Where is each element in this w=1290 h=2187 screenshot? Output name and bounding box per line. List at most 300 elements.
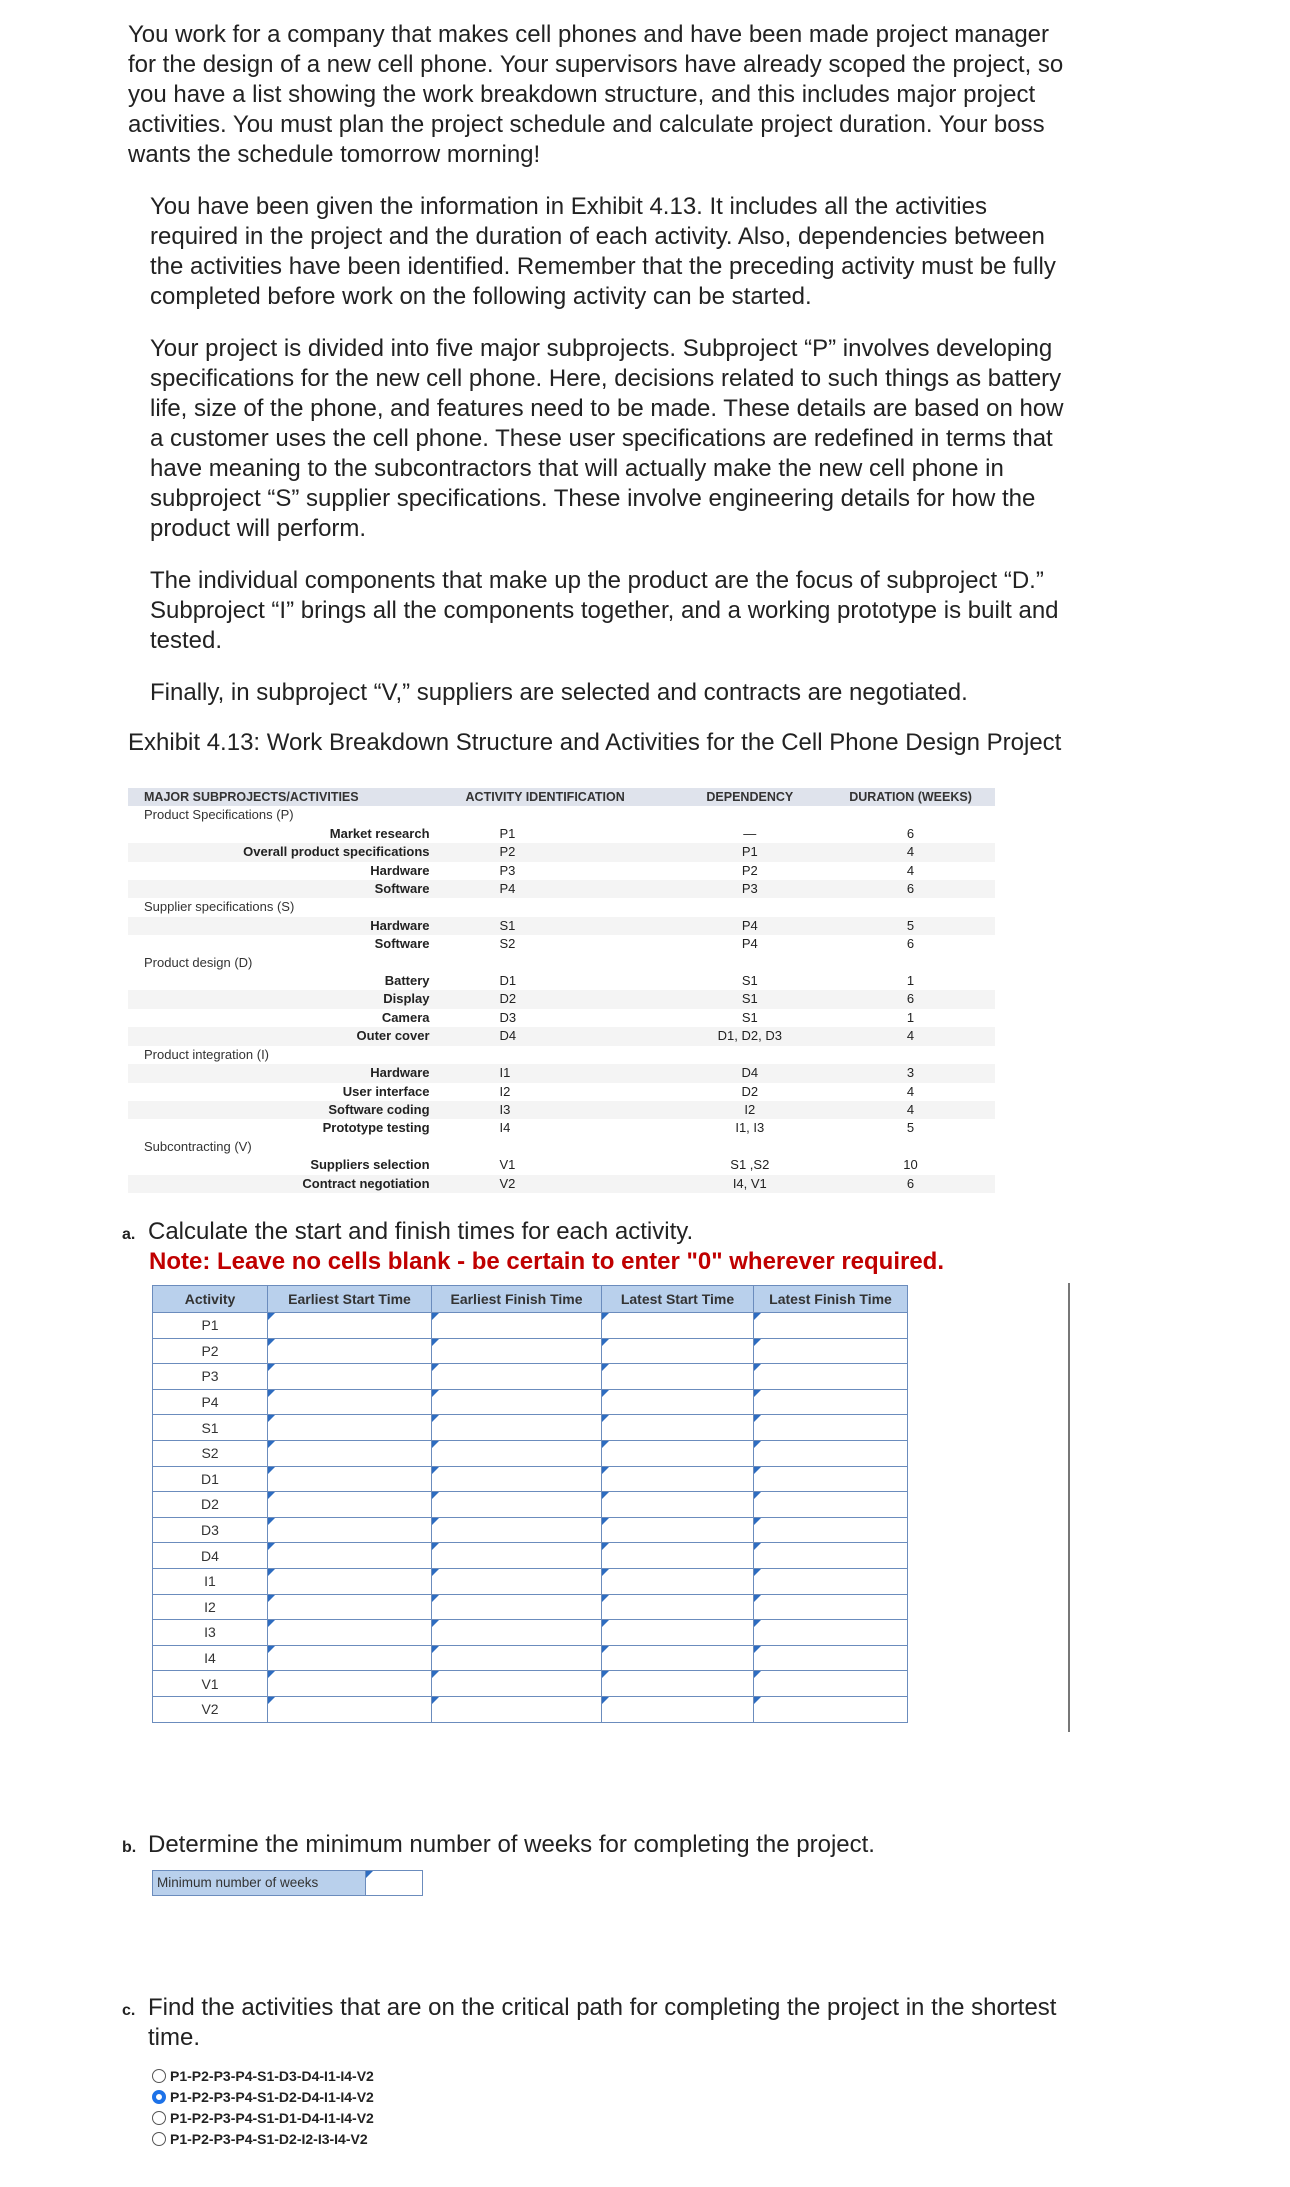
- earliest-start-input[interactable]: [268, 1339, 431, 1364]
- earliest-start-input[interactable]: [268, 1467, 431, 1492]
- schedule-row: [153, 1620, 908, 1646]
- schedule-row: [153, 1594, 908, 1620]
- wbs-dependency: —: [743, 825, 757, 841]
- critical-path-options: [152, 2065, 374, 2149]
- wbs-activity-id: P3: [499, 862, 516, 878]
- schedule-cell: [432, 1543, 602, 1569]
- schedule-header-row: [153, 1286, 908, 1313]
- wbs-group-name: Subcontracting (V): [128, 1138, 995, 1156]
- schedule-cell: [432, 1364, 602, 1390]
- intro-line: wants the schedule tomorrow morning!: [128, 141, 541, 168]
- minimum-weeks-input[interactable]: [366, 1871, 422, 1895]
- schedule-cell: [602, 1620, 754, 1646]
- schedule-activity: P1: [153, 1313, 268, 1339]
- schedule-cell: [754, 1594, 908, 1620]
- wbs-activity-id: D2: [446, 990, 674, 1008]
- option-label: P1-P2-P3-P4-S1-D1-D4-I1-I4-V2: [170, 2109, 374, 2126]
- schedule-cell: [432, 1620, 602, 1646]
- schedule-activity: V2: [153, 1696, 268, 1722]
- schedule-row: [153, 1645, 908, 1671]
- wbs-dependency: P1: [674, 843, 827, 861]
- earliest-start-input[interactable]: [268, 1620, 431, 1645]
- wbs-activity-row: [128, 880, 995, 898]
- wbs-activity-row: [128, 1119, 995, 1137]
- latest-start-input[interactable]: [602, 1543, 753, 1568]
- schedule-activity: I2: [153, 1594, 268, 1620]
- latest-finish-input[interactable]: [754, 1467, 907, 1492]
- schedule-activity: P2: [153, 1338, 268, 1364]
- earliest-finish-input[interactable]: [432, 1313, 601, 1338]
- exhibit-title: Exhibit 4.13: Work Breakdown Structure and Activities for the Cell Phone Design Project: [128, 729, 1062, 756]
- intro-line: for the design of a new cell phone. Your supervisors have already scoped the project, so: [128, 51, 1064, 78]
- schedule-activity: D3: [153, 1517, 268, 1543]
- wbs-activity-name: Overall product specifications: [128, 843, 446, 861]
- latest-finish-input[interactable]: [754, 1697, 907, 1722]
- earliest-start-input[interactable]: [268, 1390, 431, 1415]
- schedule-cell: [268, 1466, 432, 1492]
- wbs-activity-row: [128, 972, 995, 990]
- wbs-activity-name: Display: [128, 990, 446, 1008]
- earliest-finish-input[interactable]: [432, 1620, 601, 1645]
- schedule-cell: [268, 1313, 432, 1339]
- wbs-dependency: P3: [674, 880, 827, 898]
- latest-finish-input[interactable]: [754, 1441, 907, 1466]
- schedule-cell: [754, 1415, 908, 1441]
- para-line: Finally, in subproject “V,” suppliers are selected and contracts are negotiated.: [150, 679, 968, 706]
- wbs-group-row: [128, 954, 995, 972]
- intro-paragraph: [128, 20, 1128, 170]
- wbs-group-row: [128, 898, 995, 916]
- para-line: Subproject “I” brings all the components together, and a working prototype is built and: [150, 597, 1059, 624]
- latest-start-input[interactable]: [602, 1441, 753, 1466]
- wbs-activity-id: D1: [499, 973, 517, 989]
- schedule-row: [153, 1364, 908, 1390]
- schedule-cell: [268, 1364, 432, 1390]
- schedule-cell: [602, 1645, 754, 1671]
- schedule-cell: [432, 1338, 602, 1364]
- schedule-cell: [602, 1364, 754, 1390]
- schedule-activity: V1: [153, 1671, 268, 1697]
- minimum-weeks-cell: [366, 1871, 422, 1895]
- wbs-duration: 4: [906, 862, 915, 878]
- wbs-dependency: I2: [674, 1101, 827, 1119]
- para-line: specifications for the new cell phone. Here, decisions related to such things as battery: [150, 365, 1062, 392]
- wbs-dependency: P4: [741, 936, 758, 952]
- wbs-activity-id: D4: [446, 1027, 674, 1045]
- schedule-activity: S2: [153, 1440, 268, 1466]
- wbs-activity-name: Software coding: [128, 1101, 446, 1119]
- wbs-activity-name: Hardware: [128, 917, 446, 935]
- problem-text: [128, 20, 1128, 758]
- part-c-text: Find the activities that are on the critical path for completing the project in the shortest time.: [148, 1994, 1057, 2051]
- schedule-cell: [754, 1696, 908, 1722]
- latest-start-input[interactable]: [602, 1595, 753, 1620]
- para-line: product will perform.: [150, 515, 367, 542]
- latest-finish-input[interactable]: [754, 1313, 907, 1338]
- wbs-duration: 5: [826, 917, 995, 935]
- earliest-start-input[interactable]: [268, 1364, 431, 1389]
- wbs-activity-id: S1: [446, 917, 674, 935]
- wbs-dependency: D1, D2, D3: [674, 1027, 827, 1045]
- wbs-activity-id: I2: [499, 1083, 511, 1099]
- wbs-activity-row: [128, 862, 995, 880]
- schedule-activity: I4: [153, 1645, 268, 1671]
- wbs-duration: 4: [826, 1027, 995, 1045]
- wbs-activity-name: Hardware: [370, 862, 430, 878]
- part-c-question: [122, 1993, 1122, 2053]
- earliest-finish-input[interactable]: [432, 1467, 601, 1492]
- schedule-activity: D4: [153, 1543, 268, 1569]
- earliest-finish-input[interactable]: [432, 1646, 601, 1671]
- wbs-group-row: [128, 806, 995, 824]
- schedule-cell: [602, 1466, 754, 1492]
- wbs-dependency: D2: [741, 1083, 759, 1099]
- schedule-row: [153, 1671, 908, 1697]
- schedule-cell: [268, 1645, 432, 1671]
- schedule-cell: [268, 1568, 432, 1594]
- part-a-label: a.: [122, 1226, 136, 1243]
- wbs-group-row: [128, 1046, 995, 1064]
- schedule-row: [153, 1543, 908, 1569]
- schedule-row: [153, 1338, 908, 1364]
- para-line: required in the project and the duration of each activity. Also, dependencies between: [150, 223, 1045, 250]
- earliest-start-input[interactable]: [268, 1492, 431, 1517]
- radio-empty-icon[interactable]: [152, 2132, 166, 2146]
- wbs-activity-row: [128, 1175, 995, 1193]
- schedule-cell: [602, 1440, 754, 1466]
- paragraph-subprojects: [150, 334, 1128, 544]
- wbs-duration: 5: [906, 1120, 915, 1136]
- wbs-table: [128, 788, 995, 1193]
- wbs-activity-id: P2: [446, 843, 674, 861]
- wbs-dependency: S1 ,S2: [730, 1157, 770, 1173]
- earliest-finish-input[interactable]: [432, 1595, 601, 1620]
- schedule-cell: [602, 1389, 754, 1415]
- earliest-finish-input[interactable]: [432, 1569, 601, 1594]
- latest-finish-input[interactable]: [754, 1595, 907, 1620]
- schedule-cell: [432, 1671, 602, 1697]
- intro-line: You work for a company that makes cell phones and have been made project manager: [128, 21, 1049, 48]
- latest-start-input[interactable]: [602, 1620, 753, 1645]
- schedule-cell: [602, 1338, 754, 1364]
- wbs-activity-id: I4: [499, 1120, 511, 1136]
- schedule-activity: D2: [153, 1492, 268, 1518]
- schedule-row: [153, 1568, 908, 1594]
- schedule-cell: [754, 1364, 908, 1390]
- wbs-activity-row: [128, 1064, 995, 1082]
- schedule-cell: [268, 1543, 432, 1569]
- earliest-finish-input[interactable]: [432, 1415, 601, 1440]
- latest-finish-input[interactable]: [754, 1620, 907, 1645]
- paragraph-exhibit-info: [150, 192, 1128, 312]
- wbs-duration: 6: [906, 825, 915, 841]
- latest-start-input[interactable]: [602, 1569, 753, 1594]
- critical-path-option[interactable]: [152, 2128, 374, 2149]
- wbs-duration: 1: [906, 973, 915, 989]
- schedule-cell: [602, 1543, 754, 1569]
- schedule-cell: [602, 1517, 754, 1543]
- earliest-finish-input[interactable]: [432, 1518, 601, 1543]
- wbs-activity-name: Contract negotiation: [128, 1175, 446, 1193]
- wbs-duration: 3: [826, 1064, 995, 1082]
- wbs-header-dependency: DEPENDENCY: [674, 788, 827, 806]
- earliest-start-input[interactable]: [268, 1518, 431, 1543]
- wbs-dependency: S1: [674, 990, 827, 1008]
- latest-start-input[interactable]: [602, 1518, 753, 1543]
- earliest-start-input[interactable]: [268, 1671, 431, 1696]
- wbs-duration: 1: [906, 1009, 915, 1025]
- earliest-finish-input[interactable]: [432, 1543, 601, 1568]
- latest-start-input[interactable]: [602, 1313, 753, 1338]
- latest-start-input[interactable]: [602, 1339, 753, 1364]
- wbs-dependency: P4: [674, 917, 827, 935]
- schedule-cell: [754, 1543, 908, 1569]
- schedule-activity: I1: [153, 1568, 268, 1594]
- schedule-cell: [268, 1671, 432, 1697]
- wbs-activity-name: User interface: [342, 1083, 430, 1099]
- schedule-cell: [268, 1338, 432, 1364]
- wbs-activity-row: [128, 1101, 995, 1119]
- wbs-activity-row: [128, 1156, 995, 1174]
- schedule-cell: [268, 1594, 432, 1620]
- latest-finish-input[interactable]: [754, 1569, 907, 1594]
- earliest-finish-input[interactable]: [432, 1492, 601, 1517]
- wbs-duration: 6: [906, 936, 915, 952]
- wbs-activity-id: S2: [499, 936, 516, 952]
- wbs-activity-name: Battery: [384, 973, 430, 989]
- earliest-start-input[interactable]: [268, 1646, 431, 1671]
- option-label: P1-P2-P3-P4-S1-D3-D4-I1-I4-V2: [170, 2067, 374, 2084]
- para-line: Your project is divided into five major subprojects. Subproject “P” involves developing: [150, 335, 1053, 362]
- latest-finish-input[interactable]: [754, 1364, 907, 1389]
- radio-empty-icon[interactable]: [152, 2111, 166, 2125]
- wbs-group-name: Product integration (I): [128, 1046, 995, 1064]
- wbs-activity-id: V2: [446, 1175, 674, 1193]
- schedule-cell: [432, 1415, 602, 1441]
- schedule-cell: [432, 1389, 602, 1415]
- wbs-activity-name: Software: [374, 936, 430, 952]
- schedule-cell: [432, 1440, 602, 1466]
- latest-finish-input[interactable]: [754, 1646, 907, 1671]
- schedule-cell: [602, 1415, 754, 1441]
- para-line: You have been given the information in Exhibit 4.13. It includes all the activities: [150, 193, 987, 220]
- earliest-finish-input[interactable]: [432, 1671, 601, 1696]
- schedule-cell: [268, 1517, 432, 1543]
- schedule-row: [153, 1313, 908, 1339]
- schedule-cell: [432, 1492, 602, 1518]
- para-line: completed before work on the following activity can be started.: [150, 283, 812, 310]
- paragraph-components: [150, 566, 1128, 656]
- col-activity: Activity: [153, 1286, 268, 1313]
- earliest-finish-input[interactable]: [432, 1339, 601, 1364]
- wbs-duration: 4: [826, 1101, 995, 1119]
- earliest-finish-input[interactable]: [432, 1441, 601, 1466]
- wbs-duration: 10: [903, 1157, 918, 1173]
- para-line: subproject “S” supplier specifications. These involve engineering details for how the: [150, 485, 1036, 512]
- intro-line: activities. You must plan the project schedule and calculate project duration. Your boss: [128, 111, 1045, 138]
- latest-finish-input[interactable]: [754, 1671, 907, 1696]
- para-line: the activities have been identified. Remember that the preceding activity must be fully: [150, 253, 1056, 280]
- para-line: have meaning to the subcontractors that will actually make the new cell phone in: [150, 455, 1004, 482]
- wbs-activity-row: [128, 1009, 995, 1027]
- wbs-activity-id: I3: [446, 1101, 674, 1119]
- schedule-table: [152, 1285, 908, 1723]
- part-b-text: Determine the minimum number of weeks for completing the project.: [148, 1831, 875, 1858]
- part-a-question: [122, 1217, 693, 1250]
- col-earliest-start: Earliest Start Time: [268, 1286, 432, 1313]
- schedule-row: [153, 1517, 908, 1543]
- critical-path-option[interactable]: [152, 2065, 374, 2086]
- para-line: The individual components that make up the product are the focus of subproject “D.”: [150, 567, 1044, 594]
- wbs-activity-row: [128, 843, 995, 861]
- wbs-activity-name: Market research: [329, 825, 430, 841]
- wbs-activity-row: [128, 1083, 995, 1101]
- schedule-cell: [268, 1389, 432, 1415]
- latest-start-input[interactable]: [602, 1467, 753, 1492]
- critical-path-option[interactable]: [152, 2086, 374, 2107]
- wbs-activity-id: I1: [446, 1064, 674, 1082]
- latest-start-input[interactable]: [602, 1697, 753, 1722]
- schedule-cell: [602, 1492, 754, 1518]
- latest-finish-input[interactable]: [754, 1339, 907, 1364]
- schedule-cell: [754, 1389, 908, 1415]
- schedule-cell: [432, 1696, 602, 1722]
- col-latest-finish: Latest Finish Time: [754, 1286, 908, 1313]
- schedule-cell: [602, 1313, 754, 1339]
- paragraph-suppliers: [150, 678, 1128, 708]
- wbs-duration: 6: [826, 990, 995, 1008]
- schedule-cell: [432, 1568, 602, 1594]
- schedule-row: [153, 1466, 908, 1492]
- wbs-header-subprojects: MAJOR SUBPROJECTS/ACTIVITIES: [128, 788, 446, 806]
- schedule-cell: [754, 1492, 908, 1518]
- schedule-activity: P3: [153, 1364, 268, 1390]
- earliest-start-input[interactable]: [268, 1441, 431, 1466]
- col-earliest-finish: Earliest Finish Time: [432, 1286, 602, 1313]
- intro-line: you have a list showing the work breakdown structure, and this includes major project: [128, 81, 1036, 108]
- schedule-row: [153, 1440, 908, 1466]
- part-a-note: Note: Leave no cells blank - be certain to enter "0" wherever required.: [149, 1248, 945, 1275]
- wbs-activity-name: Outer cover: [128, 1027, 446, 1045]
- schedule-cell: [432, 1594, 602, 1620]
- minimum-weeks-field: [152, 1870, 423, 1896]
- earliest-start-input[interactable]: [268, 1569, 431, 1594]
- wbs-header-activity-id: ACTIVITY IDENTIFICATION: [446, 788, 674, 806]
- schedule-cell: [268, 1440, 432, 1466]
- wbs-group-row: [128, 1138, 995, 1156]
- wbs-header-row: [128, 788, 995, 806]
- earliest-finish-input[interactable]: [432, 1364, 601, 1389]
- earliest-start-input[interactable]: [268, 1595, 431, 1620]
- wbs-activity-id: P4: [446, 880, 674, 898]
- wbs-group-name: Product design (D): [128, 954, 995, 972]
- minimum-weeks-label: Minimum number of weeks: [153, 1871, 366, 1895]
- schedule-cell: [602, 1696, 754, 1722]
- wbs-dependency: I4, V1: [674, 1175, 827, 1193]
- wbs-header-duration: DURATION (WEEKS): [826, 788, 995, 806]
- latest-finish-input[interactable]: [754, 1492, 907, 1517]
- latest-finish-input[interactable]: [754, 1543, 907, 1568]
- schedule-cell: [754, 1338, 908, 1364]
- schedule-cell: [432, 1645, 602, 1671]
- schedule-row: [153, 1492, 908, 1518]
- schedule-cell: [268, 1492, 432, 1518]
- schedule-cell: [268, 1415, 432, 1441]
- para-line: a customer uses the cell phone. These user specifications are redefined in terms that: [150, 425, 1053, 452]
- earliest-start-input[interactable]: [268, 1313, 431, 1338]
- part-b-label: b.: [122, 1839, 137, 1856]
- schedule-cell: [754, 1466, 908, 1492]
- option-label: P1-P2-P3-P4-S1-D2-D4-I1-I4-V2: [170, 2088, 374, 2105]
- wbs-activity-name: Prototype testing: [322, 1120, 430, 1136]
- schedule-activity: I3: [153, 1620, 268, 1646]
- latest-start-input[interactable]: [602, 1671, 753, 1696]
- schedule-cell: [602, 1594, 754, 1620]
- schedule-cell: [432, 1517, 602, 1543]
- schedule-activity: S1: [153, 1415, 268, 1441]
- part-a-text: Calculate the start and finish times for each activity.: [148, 1218, 694, 1245]
- part-b-question: [122, 1830, 875, 1863]
- wbs-group-name: Product Specifications (P): [128, 806, 995, 824]
- schedule-cell: [602, 1568, 754, 1594]
- schedule-cell: [754, 1645, 908, 1671]
- wbs-dependency: I1, I3: [735, 1120, 765, 1136]
- schedule-cell: [754, 1568, 908, 1594]
- schedule-cell: [268, 1620, 432, 1646]
- earliest-finish-input[interactable]: [432, 1697, 601, 1722]
- schedule-row: [153, 1389, 908, 1415]
- radio-selected-icon[interactable]: [152, 2090, 166, 2104]
- radio-empty-icon[interactable]: [152, 2069, 166, 2083]
- wbs-activity-name: Hardware: [128, 1064, 446, 1082]
- latest-start-input[interactable]: [602, 1390, 753, 1415]
- schedule-cell: [432, 1313, 602, 1339]
- wbs-activity-name: Camera: [381, 1009, 430, 1025]
- earliest-start-input[interactable]: [268, 1415, 431, 1440]
- wbs-dependency: D4: [674, 1064, 827, 1082]
- wbs-activity-id: P1: [499, 825, 516, 841]
- latest-start-input[interactable]: [602, 1364, 753, 1389]
- schedule-activity: D1: [153, 1466, 268, 1492]
- col-latest-start: Latest Start Time: [602, 1286, 754, 1313]
- schedule-cell: [602, 1671, 754, 1697]
- schedule-activity: P4: [153, 1389, 268, 1415]
- latest-start-input[interactable]: [602, 1492, 753, 1517]
- wbs-activity-row: [128, 1027, 995, 1045]
- earliest-start-input[interactable]: [268, 1697, 431, 1722]
- schedule-cell: [754, 1620, 908, 1646]
- latest-start-input[interactable]: [602, 1415, 753, 1440]
- wbs-duration: 4: [906, 1083, 915, 1099]
- wbs-activity-name: Software: [128, 880, 446, 898]
- wbs-duration: 6: [826, 880, 995, 898]
- schedule-cell: [754, 1517, 908, 1543]
- wbs-activity-id: V1: [499, 1157, 516, 1173]
- latest-finish-input[interactable]: [754, 1415, 907, 1440]
- schedule-row: [153, 1415, 908, 1441]
- wbs-activity-row: [128, 990, 995, 1008]
- earliest-start-input[interactable]: [268, 1543, 431, 1568]
- latest-finish-input[interactable]: [754, 1390, 907, 1415]
- critical-path-option[interactable]: [152, 2107, 374, 2128]
- wbs-activity-row: [128, 935, 995, 953]
- latest-start-input[interactable]: [602, 1646, 753, 1671]
- wbs-dependency: S1: [741, 973, 758, 989]
- part-c-label: c.: [122, 2002, 136, 2019]
- schedule-cell: [268, 1696, 432, 1722]
- earliest-finish-input[interactable]: [432, 1390, 601, 1415]
- latest-finish-input[interactable]: [754, 1518, 907, 1543]
